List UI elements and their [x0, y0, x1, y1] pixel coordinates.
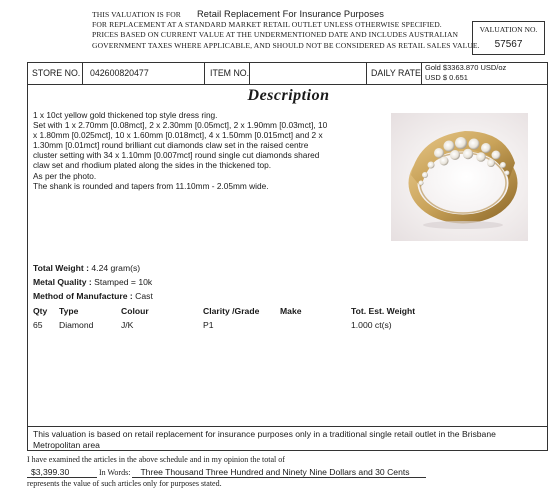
col-clarity: Clarity /Grade	[203, 306, 260, 316]
table-row	[33, 320, 533, 331]
col-colour: Colour	[121, 306, 149, 316]
ring-photo	[391, 113, 528, 241]
header-line-2: FOR REPLACEMENT AT A STANDARD MARKET RETAIL OUTLET UNLESS OTHERWISE SPECIFIED.	[92, 20, 442, 30]
divider	[82, 63, 83, 84]
divider	[249, 63, 250, 84]
usd-rate: USD $ 0.651	[425, 72, 468, 82]
certification-line-1: I have examined the articles in the above schedule and in my opinion the total of	[27, 455, 285, 464]
total-amount: $3,399.30	[27, 467, 97, 478]
description-line: The shank is rounded and tapers from 11.10mm - 2.05mm wide.	[33, 180, 269, 191]
amount-in-words: Three Thousand Three Hundred and Ninety Nine Dollars and 30 Cents	[132, 467, 425, 478]
manufacture-method	[33, 291, 153, 301]
divider	[204, 63, 205, 84]
description-line: claw set and rhodium plated along the sides in the thickened top.	[33, 160, 271, 171]
method-label: Method of Manufacture :	[33, 291, 133, 301]
valuation-basis-note: This valuation is based on retail replacement for insurance purposes only in a traditional single retail outlet in the Brisbane Metropolitan area	[28, 426, 547, 451]
col-make: Make	[280, 306, 302, 316]
item-label: ITEM NO.	[210, 68, 250, 78]
description-line: cluster setting with 34 x 1.10mm [0.007mct] round single cut diamonds shared	[33, 150, 320, 161]
store-number: 042600820477	[90, 68, 149, 78]
metal-quality-label: Metal Quality :	[33, 277, 92, 287]
description-line: As per the photo.	[33, 170, 97, 181]
store-item-row	[28, 63, 547, 85]
col-type: Type	[59, 306, 79, 316]
total-weight-label: Total Weight :	[33, 263, 90, 273]
valuation-purpose: Retail Replacement For Insurance Purposes	[196, 9, 384, 19]
ring-image	[391, 113, 528, 241]
description-line: 1.30mm [0.01mct] round brilliant cut diamonds claw set in the raised centre	[33, 140, 309, 151]
divider	[421, 63, 422, 84]
metal-quality	[33, 277, 152, 287]
metal-quality-value: Stamped = 10k	[94, 277, 153, 287]
stone-colour: J/K	[121, 320, 134, 330]
certification-amount-row	[27, 467, 426, 478]
valuation-number-box	[472, 21, 545, 55]
stones-table-header	[33, 306, 533, 317]
method-value: Cast	[135, 291, 153, 301]
description-text	[33, 110, 388, 191]
header-line-4: GOVERNMENT TAXES WHERE APPLICABLE, AND SHOULD NOT BE CONSIDERED AS RETAIL SALES VALUE.	[92, 40, 480, 50]
store-label: STORE NO.	[32, 68, 81, 78]
in-words-label: In Words:	[99, 468, 131, 477]
valuation-header	[92, 9, 480, 51]
stone-clarity: P1	[203, 320, 214, 330]
gold-rate: Gold $3363.870 USD/oz	[425, 63, 507, 72]
divider	[366, 63, 367, 84]
description-line: x 1.80mm [0.025mct], 10 x 1.60mm [0.018mct], 4 x 1.50mm [0.015mct] and 2 x	[33, 130, 323, 141]
stone-qty: 65	[33, 320, 43, 330]
stone-weight: 1.000 ct(s)	[351, 320, 392, 330]
col-weight: Tot. Est. Weight	[351, 306, 416, 316]
daily-rate-label: DAILY RATE	[371, 68, 421, 78]
certification-line-3: represents the value of such articles only for purposes stated.	[27, 479, 222, 488]
total-weight-value: 4.24 gram(s)	[91, 263, 141, 273]
header-prefix: THIS VALUATION IS FOR	[92, 10, 181, 19]
daily-rates	[425, 63, 506, 82]
stone-type: Diamond	[59, 320, 94, 330]
description-line: Set with 1 x 2.70mm [0.08mct], 2 x 2.30mm [0.05mct], 2 x 1.90mm [0.03mct], 10	[33, 120, 328, 131]
valuation-form	[27, 62, 548, 451]
valuation-number-label: VALUATION NO.	[479, 25, 538, 34]
col-qty: Qty	[33, 306, 48, 316]
total-weight	[33, 263, 140, 273]
description-title: Description	[247, 87, 330, 104]
description-line: 1 x 10ct yellow gold thickened top style dress ring.	[33, 110, 218, 120]
valuation-number: 57567	[494, 39, 523, 50]
header-line-3: PRICES BASED ON CURRENT VALUE AT THE UNDERMENTIONED DATE AND INCLUDES AUSTRALIAN	[92, 30, 459, 40]
